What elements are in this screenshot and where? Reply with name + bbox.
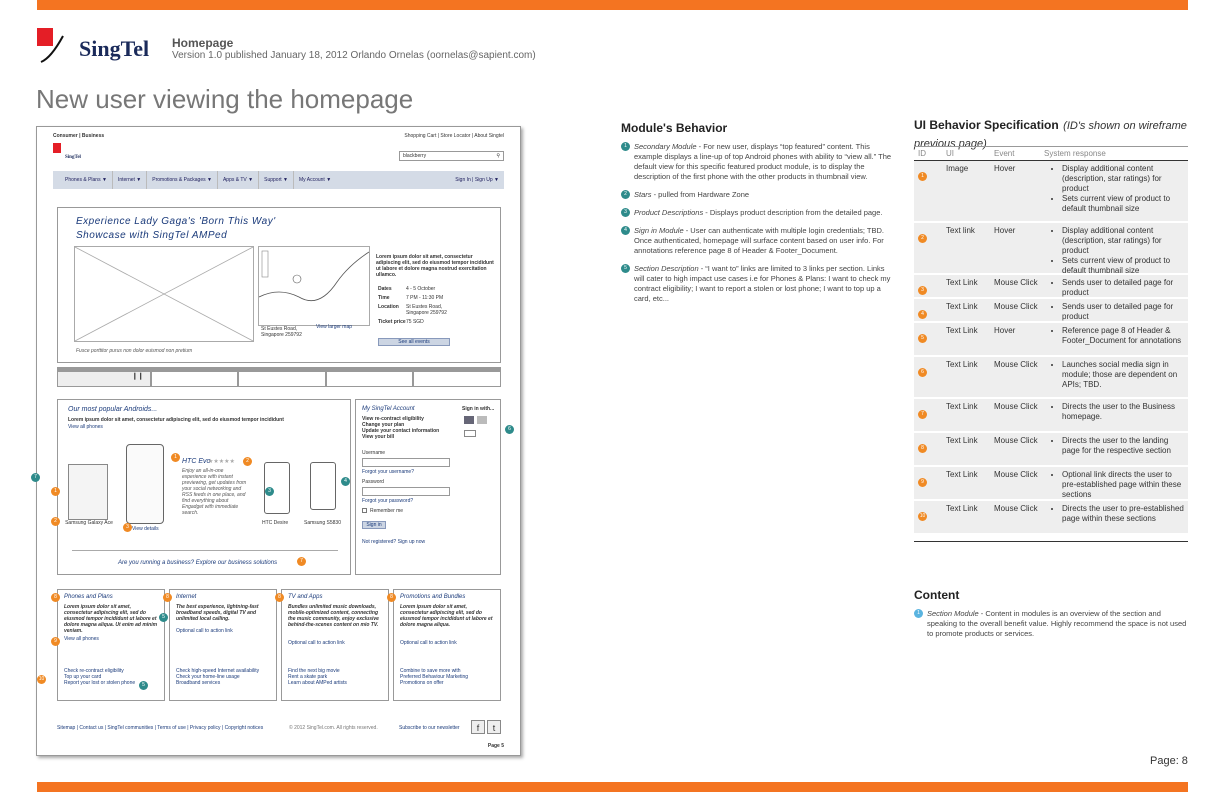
main-nav [53,171,504,189]
row-ui: Text link [946,226,975,235]
row-id-badge: 3 [918,286,927,295]
nav-signin[interactable]: Sign In | Sign Up ▼ [455,177,499,183]
nav-apps[interactable]: Apps & TV ▼ [218,171,259,189]
featured-phone-image[interactable] [126,444,164,524]
svg-text:SingTel: SingTel [65,155,81,160]
marker-8: 8 [163,593,172,602]
marker-3: 3 [123,523,132,532]
ui-spec-row [914,433,1188,467]
row-ui: Text Link [946,402,978,411]
section-modules [57,589,501,701]
segment-links[interactable]: Consumer | Business [53,133,105,139]
search-input[interactable] [399,151,504,161]
remember-label: Remember me [370,508,404,514]
row-response: • Optional link directs the user to pre-established page within these sections [1044,470,1188,499]
forgot-username-link[interactable]: Forgot your username? [362,469,414,475]
section-cta[interactable]: View all phones [64,636,99,642]
marker-5: 5 [159,613,168,622]
marker-2: 2 [243,457,252,466]
footer-links[interactable]: Sitemap | Contact us | SingTel communities | Terms of use | Privacy policy | Copyright notices [57,725,264,731]
module-behavior-title: Module's Behavior [621,121,728,135]
view-details-link[interactable]: View details [132,526,159,532]
featured-phone-name[interactable]: HTC Evo [182,458,211,465]
row-event: Hover [994,326,1016,335]
doc-meta: Version 1.0 published January 18, 2012 Orlando Ornelas (oornelas@sapient.com) [172,50,536,61]
svg-text:SingTel: SingTel [79,36,150,61]
row-ui: Image [946,164,969,173]
business-solutions-link[interactable]: Are you running a business? Explore our business solutions [118,560,278,566]
account-title: My SingTel Account [362,406,415,412]
see-all-events-button[interactable]: See all events [378,338,450,346]
row-response: • Reference page 8 of Header & Footer_Document for annotations [1044,326,1188,355]
module-behavior-list [621,142,897,304]
star-rating: ★★★★★ [208,459,235,465]
password-label: Password [362,479,384,485]
popular-desc: Lorem ipsum dolor sit amet, consectetur adipiscing elit, sed do eiusmod tempor incididunt [68,417,284,423]
hero-caption: Fusce porttitor purus non dolor euismod non pretium [76,348,193,354]
map-address: St Eustes Road, Singapore 259792 [261,326,302,338]
carousel-tabs [57,371,501,387]
password-input[interactable] [362,487,450,496]
marker-6: 6 [505,425,514,434]
marker-7: 7 [297,557,306,566]
facebook-icon[interactable] [464,416,474,424]
marker-4: 4 [341,477,350,486]
marker-2: 2 [51,517,60,526]
row-id-badge: 6 [918,368,927,377]
marker-3: 3 [265,487,274,496]
phone-thumb-samsung[interactable] [310,462,336,510]
signin-with-label: Sign in with... [462,406,495,412]
event-details: Dates 4 - 5 October Time 7 PM - 11:30 PM Location St Eustes Road, Singapore 259792 Ticket price 75 SGD [378,286,447,325]
row-event: Hover [994,164,1016,173]
marker-8: 8 [387,593,396,602]
phone-thumb-galaxy[interactable] [68,464,108,520]
ui-spec-row [914,161,1188,223]
row-ui: Text Link [946,360,978,369]
row-ui: Text Link [946,278,978,287]
module-item: 2 Stars - pulled from Hardware Zone [621,190,897,200]
account-module [355,399,501,575]
row-response: • Directs the user to pre-established page within these sections [1044,504,1188,533]
row-event: Mouse Click [994,302,1038,311]
module-item: 1 Secondary Module - For new user, displays “top featured” content. This example displays a line-up of top Android phones with ability to “view all.” The default view for this specific featured product module, is to display the description of the first phone with the other products in thumbnail view. [621,142,897,182]
signup-link[interactable]: Not registered? Sign up now [362,539,426,545]
carousel-tab-2[interactable] [151,371,239,387]
account-bullets: View re-contract eligibility Change your plan Update your contact information View your bill [362,416,440,440]
row-response: • Sends user to detailed page for product [1044,278,1188,297]
marker-7: 7 [31,473,40,482]
singtel-logo [37,28,167,68]
view-all-phones-link[interactable]: View all phones [68,424,103,430]
utility-links[interactable]: Shopping Cart | Store Locator | About Singtel [404,133,504,139]
ui-spec-title: UI Behavior Specification (ID's shown on wireframe previous page) [914,118,1187,150]
hero-title-1: Experience Lady Gaga's 'Born This Way' [76,216,276,227]
row-ui: Text Link [946,504,978,513]
ui-spec-row [914,223,1188,275]
row-event: Hover [994,226,1016,235]
marker-10: 10 [38,676,45,682]
content-title: Content [914,588,960,602]
section-cta[interactable]: Optional call to action link [288,640,345,646]
row-response: • Directs the user to the landing page for the respective section [1044,436,1188,465]
section-internet: Internet The best experience, lightning-fast broadband speeds, digital TV and unlimited local calling. Optional call to action link Check high-speed Internet availability Check your home-line usage Broadband services [169,589,277,701]
carousel-tab-3[interactable] [238,371,326,387]
hero-image-placeholder[interactable] [74,246,254,342]
ui-spec-header: ID UI Event System response [914,147,1188,161]
row-ui: Text Link [946,436,978,445]
row-id-badge: 2 [918,234,927,243]
ui-spec-row [914,501,1188,535]
page-number: Page: 8 [1150,755,1188,767]
username-label: Username [362,450,386,456]
ui-spec-row [914,467,1188,501]
remember-checkbox[interactable] [362,508,367,513]
page-heading: New user viewing the homepage [36,84,414,114]
phone-label-samsung[interactable]: Samsung S5830 [304,520,341,526]
doc-title: Homepage [172,36,234,50]
username-input[interactable] [362,458,450,467]
section-tv-apps: TV and Apps Bundles unlimited music downloads, mobile-optimized content, connecting the music community, enjoy exclusive behind-the-scenes content on mio TV. Optional call to action link Find the next big movie Rent a skate park Learn about AMPed artists [281,589,389,701]
forgot-password-link[interactable]: Forgot your password? [362,498,414,504]
hero-description: Lorem ipsum dolor sit amet, consectetur adipiscing elit, sed do eiusmod tempor incididunt ut labore et dolore magna nostrud exercitation ullamco. [376,254,494,278]
row-ui: Text Link [946,302,978,311]
module-item: 3 Product Descriptions - Displays product description from the detailed page. [621,208,897,218]
row-event: Mouse Click [994,360,1038,369]
top-accent-bar [37,0,1188,10]
nav-account[interactable]: My Account ▼ [298,177,332,183]
section-cta[interactable]: Optional call to action link [400,640,457,646]
section-phones: Phones and Plans Lorem ipsum dolor sit amet, consectetur adipiscing elit, sed do eiusmod tempor incididunt ut labore et dolore magna aliqua. Ut enim ad minim veniam. View all phones Check re-contract eligibility Top up your card Report your lost or stolen phone [57,589,165,701]
row-id-badge: 1 [918,172,927,181]
nav-support[interactable]: Support ▼ [259,171,294,189]
row-event: Mouse Click [994,470,1038,479]
carousel-tab-4[interactable] [326,371,414,387]
row-ui: Text Link [946,470,978,479]
row-response: • Display additional content (description, star ratings) for product • Sets current view of product to default thumbnail size [1044,164,1188,221]
row-id-badge: 5 [918,334,927,343]
row-id-badge: 8 [918,444,927,453]
marker-8: 8 [275,593,284,602]
ui-spec-row [914,399,1188,433]
content-item: 1 Section Module - Content in modules is an overview of the section and speaking to the overall benefit value. Highly recommend the space is not used to promote products or services. [914,609,1188,639]
ui-spec-row [914,323,1188,357]
phone-label-htc[interactable]: HTC Desire [262,520,289,526]
ui-spec-bottom-rule [914,541,1188,542]
ui-spec-row [914,299,1188,323]
featured-phone-desc: Enjoy an all-in-one experience with instant previewing, get updates from your social networking and RSS feeds in one place, and find everything about Engadget with immediate search. [182,468,247,516]
phone-label-galaxy[interactable]: Samsung Galaxy Ace [65,520,113,526]
row-id-badge: 10 [919,513,926,519]
marker-1: 1 [171,453,180,462]
search-value: blackberry [403,153,427,159]
row-event: Mouse Click [994,436,1038,445]
hero-title-2: Showcase with SingTel AMPed [76,230,228,241]
search-icon[interactable]: ⚲ [496,153,500,159]
marker-8: 8 [51,593,60,602]
event-map[interactable] [258,246,370,326]
section-cta[interactable]: Optional call to action link [176,628,233,634]
row-response: • Display additional content (description, star ratings) for product • Sets current view of product to default thumbnail size [1044,226,1188,273]
marker-1: 1 [51,487,60,496]
module-item: 4 Sign in Module - User can authenticate with multiple login credentials; TBD. Once authenticated, homepage will surface content based on user info. For annotations reference page 8 of Header & Footer_Document. [621,226,897,256]
row-id-badge: 4 [918,310,927,319]
row-id-badge: 7 [918,410,927,419]
row-response: • Launches social media sign in module; those are dependent on APIs; TBD. [1044,360,1188,397]
row-response: • Directs the user to the Business homepage. [1044,402,1188,431]
row-event: Mouse Click [994,504,1038,513]
row-ui: Text Link [946,326,978,335]
marker-5: 5 [139,681,148,690]
bottom-accent-bar [37,782,1188,792]
more-options-icon[interactable] [464,430,476,437]
view-larger-map-link[interactable]: View larger map [316,324,353,330]
ui-spec-table [914,146,1188,535]
nav-phones[interactable]: Phones & Plans ▼ [53,171,113,189]
row-event: Mouse Click [994,402,1038,411]
carousel-tab-1[interactable]: ❙❙ [57,371,151,387]
footer-copyright: © 2012 SingTel.com. All rights reserved. [289,725,378,731]
marker-9: 9 [51,637,60,646]
row-response: • Sends user to detailed page for product [1044,302,1188,321]
row-event: Mouse Click [994,278,1038,287]
popular-title: Our most popular Androids... [68,406,158,413]
social-icon[interactable] [477,416,487,424]
nav-internet[interactable]: Internet ▼ [113,171,147,189]
facebook-icon[interactable]: f [471,720,485,734]
section-promotions: Promotions and Bundles Lorem ipsum dolor sit amet, consectetur adipiscing elit, sed do eiusmod tempor incididunt ut labore et dolore magna aliqua. Optional call to action link Combine to save more with Preferred Behaviour Marketing Promotions on offer [393,589,501,701]
row-id-badge: 9 [918,478,927,487]
nav-promotions[interactable]: Promotions & Packages ▼ [147,171,218,189]
hero-module [57,207,501,363]
ui-spec-row [914,357,1188,399]
twitter-icon[interactable]: t [487,720,501,734]
wireframe-page [36,126,521,756]
popular-androids-module [57,399,351,575]
wf-logo [53,143,113,163]
newsletter-link[interactable]: Subscribe to our newsletter [399,725,460,731]
wf-page-number: Page 5 [487,743,504,749]
ui-spec-row [914,275,1188,299]
divider [72,550,338,551]
module-item: 5 Section Description - “I want to” links are limited to 3 links per section. Links will cater to high impact use cases i.e for Phones & Plans: I want to check my contract eligibility; I want to report a stolen or lost phone; I want to top up a card, etc... [621,264,897,304]
carousel-tab-5[interactable] [413,371,501,387]
signin-button[interactable]: Sign in [362,521,386,529]
